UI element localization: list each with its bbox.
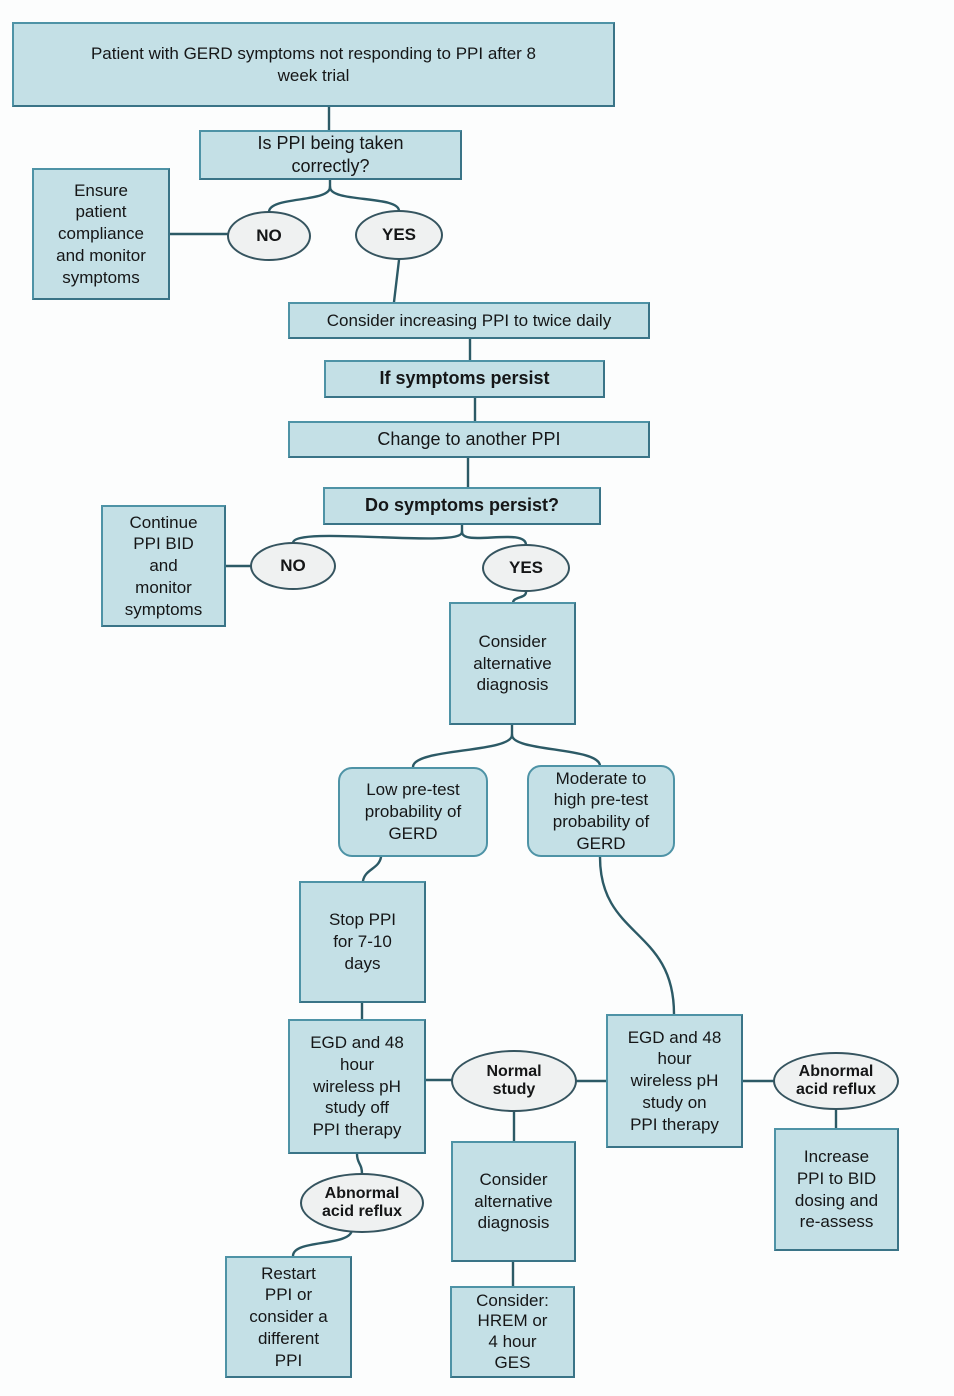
node-alt-diagnosis-1-label: Consider alternative diagnosis xyxy=(473,631,552,695)
node-start xyxy=(12,22,615,107)
node-no-1-label: NO xyxy=(256,226,282,246)
node-q-symptoms-persist xyxy=(323,487,601,525)
node-consider-hrem-ges-label: Consider: HREM or 4 hour GES xyxy=(476,1290,549,1372)
node-abnormal-reflux-left-label: Abnormal acid reflux xyxy=(321,1184,403,1220)
node-consider-hrem-ges xyxy=(450,1286,575,1378)
node-q-taken-correctly-label: Is PPI being taken correctly? xyxy=(257,132,404,176)
node-restart-ppi xyxy=(225,1256,352,1378)
node-abnormal-reflux-right xyxy=(773,1052,899,1110)
node-low-pretest-label: Low pre-test probability of GERD xyxy=(364,780,462,843)
node-continue-ppi-bid-label: Continue PPI BID and monitor symptoms xyxy=(124,512,203,619)
node-if-symptoms-persist-label: If symptoms persist xyxy=(379,368,550,389)
node-no-2 xyxy=(250,542,336,590)
node-alt-diagnosis-1 xyxy=(449,602,576,725)
node-no-2-label: NO xyxy=(280,556,306,576)
node-no-1 xyxy=(227,211,311,261)
node-normal-study-label: Normal study xyxy=(486,1062,542,1098)
node-mod-high-pretest xyxy=(527,765,675,857)
node-yes-2-label: YES xyxy=(508,558,544,578)
node-egd-off-ppi-label: EGD and 48 hour wireless pH study off PPI therapy xyxy=(310,1033,404,1140)
edge-mod-to-egd-on xyxy=(600,857,674,1014)
node-q-symptoms-persist-label: Do symptoms persist? xyxy=(364,495,560,516)
node-increase-reassess-label: Increase PPI to BID dosing and re-assess xyxy=(794,1147,879,1232)
node-change-ppi-label: Change to another PPI xyxy=(377,428,561,449)
node-increase-ppi-bid xyxy=(288,302,650,339)
node-q-taken-correctly xyxy=(199,130,462,180)
node-change-ppi xyxy=(288,421,650,458)
node-abnormal-reflux-left xyxy=(300,1173,424,1233)
node-yes-2 xyxy=(482,544,570,592)
node-increase-ppi-bid-label: Consider increasing PPI to twice daily xyxy=(326,310,612,330)
node-increase-reassess xyxy=(774,1128,899,1251)
edge-q-persist-to-no2 xyxy=(293,532,462,543)
edge-egd-off-to-abnormal-left xyxy=(357,1154,362,1174)
node-continue-ppi-bid xyxy=(101,505,226,627)
node-low-pretest xyxy=(338,767,488,857)
node-stop-ppi xyxy=(299,881,426,1003)
node-stop-ppi-label: Stop PPI for 7-10 days xyxy=(328,910,397,973)
edge-q-taken-to-no1 xyxy=(269,187,330,212)
node-abnormal-reflux-right-label: Abnormal acid reflux xyxy=(795,1062,877,1098)
edge-alt-diag1-to-low xyxy=(413,735,512,767)
node-egd-off-ppi xyxy=(288,1019,426,1154)
edge-abnormal-left-to-restart xyxy=(293,1230,352,1256)
node-yes-1-label: YES xyxy=(381,225,417,245)
node-normal-study xyxy=(451,1050,577,1112)
node-restart-ppi-label: Restart PPI or consider a different PPI xyxy=(249,1263,328,1370)
edge-q-persist-to-yes2 xyxy=(462,532,526,545)
node-egd-on-ppi xyxy=(606,1014,743,1148)
edge-low-to-stop xyxy=(363,857,381,881)
node-alt-diagnosis-2-label: Consider alternative diagnosis xyxy=(474,1169,553,1233)
node-ensure-compliance-label: Ensure patient compliance and monitor symptoms xyxy=(56,180,146,287)
node-if-symptoms-persist xyxy=(324,360,605,398)
edge-yes1-to-increase-bid xyxy=(394,260,399,302)
node-mod-high-pretest-label: Moderate to high pre-test probability of GERD xyxy=(552,768,650,853)
node-alt-diagnosis-2 xyxy=(451,1141,576,1262)
node-start-label: Patient with GERD symptoms not responding to PPI after 8 week trial xyxy=(90,43,537,85)
edge-alt-diag1-to-mod xyxy=(512,735,600,766)
node-egd-on-ppi-label: EGD and 48 hour wireless pH study on PPI therapy xyxy=(627,1027,722,1134)
node-yes-1 xyxy=(355,210,443,260)
edge-q-taken-to-yes1 xyxy=(330,187,399,211)
node-ensure-compliance xyxy=(32,168,170,300)
